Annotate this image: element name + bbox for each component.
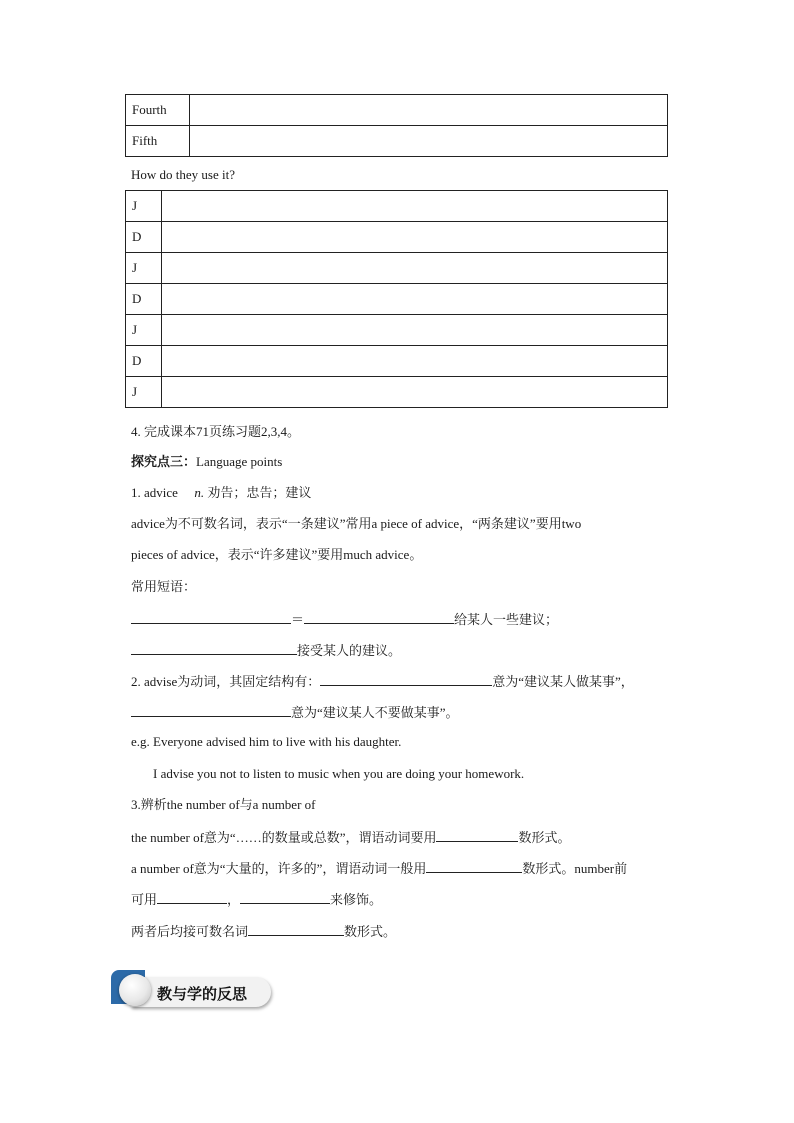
banner-title: 教与学的反思 (157, 985, 248, 1003)
point2-meaning1: 意为“建议某人做某事”， (492, 674, 634, 689)
usage-table (125, 190, 668, 408)
fill-blank[interactable] (426, 858, 522, 873)
phrase2-meaning: 接受某人的建议。 (297, 643, 402, 658)
phrase1-equals: ＝ (291, 612, 305, 627)
point2-line1 (131, 671, 634, 691)
fill-blank[interactable] (131, 702, 291, 717)
phrase1-line (131, 609, 558, 629)
fill-blank[interactable] (436, 827, 518, 842)
answer-cell[interactable] (190, 95, 668, 126)
answer-cell[interactable] (162, 315, 668, 346)
reflection-banner (111, 970, 261, 1008)
point3-text: 来修饰。 (330, 892, 383, 907)
row-label: J (126, 191, 162, 222)
row-label: J (126, 377, 162, 408)
fill-blank[interactable] (320, 671, 492, 686)
table-row (126, 346, 668, 377)
point1-title-line (131, 484, 311, 502)
table-row (126, 126, 668, 157)
example-1: e.g. Everyone advised him to live with his daughter. (131, 734, 402, 749)
table-row (126, 253, 668, 284)
point3-text: 数形式。 (518, 830, 571, 845)
fill-blank[interactable] (248, 921, 344, 936)
fill-blank[interactable] (304, 609, 454, 624)
point1-pos: n. (194, 485, 205, 500)
answer-cell[interactable] (162, 346, 668, 377)
point3-text: a number of意为“大量的，许多的”，谓语动词一般用 (131, 861, 427, 876)
fill-blank[interactable] (240, 889, 330, 904)
order-table (125, 94, 668, 157)
point3-text: 数形式。 (344, 924, 397, 939)
point3-line1 (131, 827, 570, 847)
answer-cell[interactable] (190, 126, 668, 157)
table-row (126, 377, 668, 408)
row-label: J (126, 253, 162, 284)
point3-text: 两者后均接可数名词 (131, 924, 249, 939)
row-label: J (126, 315, 162, 346)
row-label: D (126, 346, 162, 377)
answer-cell[interactable] (162, 284, 668, 315)
task-4: 4. 完成课本71页练习题2,3,4。 (131, 424, 301, 439)
section-heading (131, 453, 282, 471)
section-heading-title: Language points (196, 454, 283, 469)
example-2: I advise you not to listen to music when you are doing your homework. (153, 766, 525, 781)
table-row (126, 315, 668, 346)
phrase1-meaning: 给某人一些建议； (454, 612, 559, 627)
row-label: Fifth (126, 126, 190, 157)
table-row (126, 222, 668, 253)
phrase2-line (131, 640, 401, 660)
answer-cell[interactable] (162, 253, 668, 284)
point1-desc-2: pieces of advice，表示“许多建议”要用much advice。 (131, 547, 423, 562)
phrases-label: 常用短语： (131, 579, 197, 594)
fill-blank[interactable] (157, 889, 227, 904)
point3-title: 3.辨析the number of与a number of (131, 797, 316, 812)
table-row (126, 284, 668, 315)
fill-blank[interactable] (131, 609, 291, 624)
circle-badge-icon (119, 974, 151, 1006)
point2-prefix: 2. advise为动词，其固定结构有： (131, 674, 321, 689)
point1-desc-1: advice为不可数名词，表示“一条建议”常用a piece of advice，“两条建议”要用two (131, 516, 582, 531)
fill-blank[interactable] (131, 640, 297, 655)
answer-cell[interactable] (162, 377, 668, 408)
point3-text: 数形式。number前 (522, 861, 628, 876)
point1-title: 1. advice (131, 485, 178, 500)
point1-meaning: 劝告；忠告；建议 (207, 485, 312, 500)
row-label: D (126, 284, 162, 315)
point3-line3 (131, 889, 382, 909)
answer-cell[interactable] (162, 222, 668, 253)
point3-line2 (131, 858, 627, 878)
point2-meaning2: 意为“建议某人不要做某事”。 (291, 705, 459, 720)
point3-text: 可用 (131, 892, 158, 907)
section-heading-label: 探究点三： (131, 454, 197, 469)
row-label: Fourth (126, 95, 190, 126)
table-row (126, 191, 668, 222)
point2-line2 (131, 702, 459, 722)
point3-line4 (131, 921, 396, 941)
row-label: D (126, 222, 162, 253)
point3-text: ， (227, 892, 241, 907)
point3-text: the number of意为“……的数量或总数”，谓语动词要用 (131, 830, 437, 845)
answer-cell[interactable] (162, 191, 668, 222)
table-row (126, 95, 668, 126)
how-question: How do they use it? (131, 167, 235, 182)
